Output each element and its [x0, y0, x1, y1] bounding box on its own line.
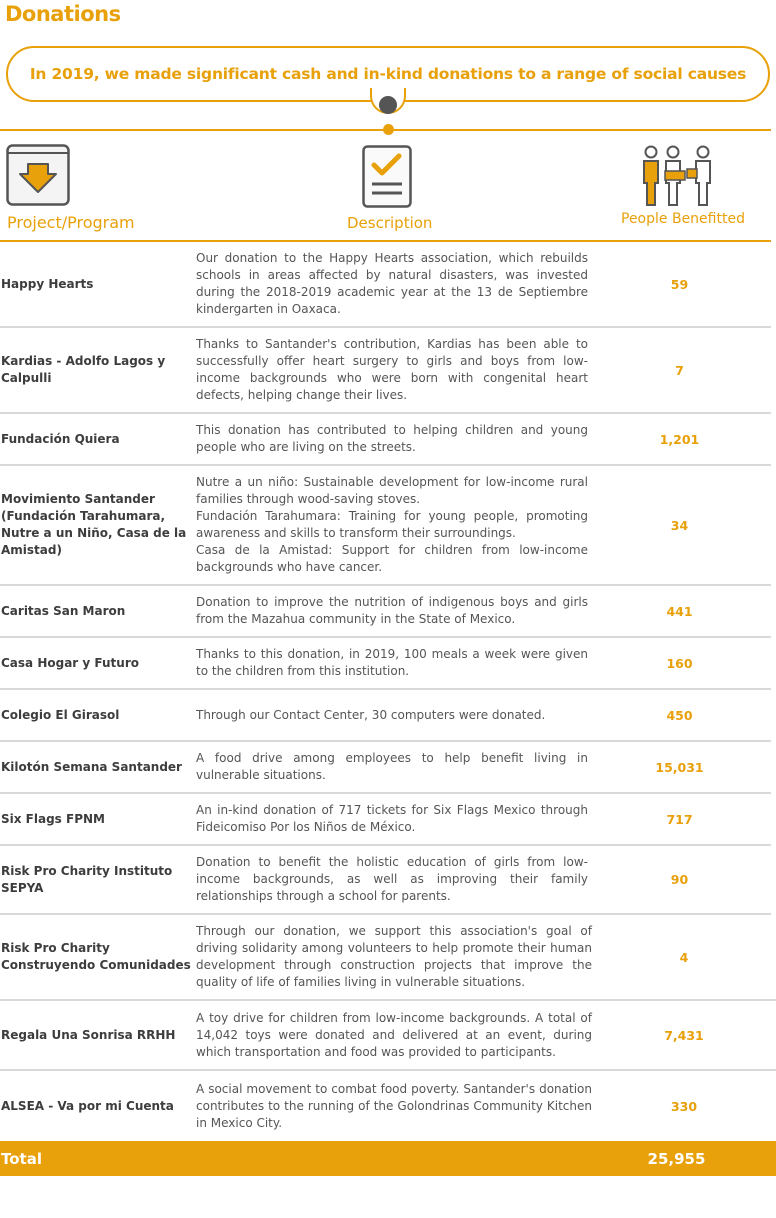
people-count: 4: [679, 949, 689, 965]
total-label: Total: [1, 1149, 42, 1168]
project-name: Colegio El Girasol: [1, 707, 120, 722]
table-row: [0, 638, 771, 690]
table-row: [0, 794, 771, 846]
project-description: Thanks to Santander's contribution, Kardias has been able to successfully offer heart surgery to girls and boys from low-income backgrounds who were born with congenital heart defects, helping change their lives.: [196, 337, 588, 402]
people-count: 717: [666, 811, 693, 827]
project-description: [196, 474, 588, 576]
table-row: [0, 242, 771, 328]
table-row: [0, 586, 771, 638]
people-count: 160: [666, 655, 693, 671]
project-description: A social movement to combat food poverty. Santander's donation contributes to the running of the Golondrinas Community Kitchen in Mexico City.: [196, 1081, 592, 1130]
people-count: 7: [675, 362, 684, 378]
table-row: [0, 1001, 776, 1071]
header-people: People Benefitted: [621, 211, 745, 227]
download-box-icon: [6, 144, 70, 206]
project-name: Kardias - Adolfo Lagos y Calpulli: [1, 354, 166, 385]
project-description: This donation has contributed to helping children and young people who are living on the streets.: [196, 423, 588, 454]
divider-dot: [383, 124, 394, 135]
description-line: Casa de la Amistad: Support for children from low-income backgrounds who have cancer.: [196, 543, 588, 574]
people-count: 15,031: [655, 759, 704, 775]
project-description: Through our Contact Center, 30 computers were donated.: [196, 707, 546, 722]
checklist-icon: [362, 145, 412, 208]
project-name: Regala Una Sonrisa RRHH: [1, 1027, 176, 1042]
people-count: 59: [670, 276, 689, 292]
project-name: Movimiento Santander (Fundación Tarahumara, Nutre a un Niño, Casa de la Amistad): [1, 492, 187, 557]
people-count: 441: [666, 603, 693, 619]
project-name: Risk Pro Charity Instituto SEPYA: [1, 863, 173, 895]
project-description: An in-kind donation of 717 tickets for Six Flags Mexico through Fideicomiso Por los Niños de México.: [196, 803, 588, 834]
people-count: 7,431: [664, 1027, 704, 1043]
total-row: [0, 1141, 776, 1176]
project-name: Caritas San Maron: [1, 603, 126, 618]
project-name: ALSEA - Va por mi Cuenta: [1, 1098, 174, 1113]
project-description: Thanks to this donation, in 2019, 100 meals a week were given to the children from this institution.: [196, 647, 588, 678]
project-description: A toy drive for children from low-income backgrounds. A total of 14,042 toys were donated and delivered at an event, during which transportation and food was provided to participants.: [196, 1010, 592, 1059]
banner-knob: [379, 96, 397, 114]
table-row: [0, 1071, 776, 1141]
people-count: 34: [670, 517, 689, 533]
project-name: Happy Hearts: [1, 276, 94, 291]
total-value: 25,955: [647, 1149, 706, 1168]
header-project: Project/Program: [7, 213, 135, 232]
project-description: Our donation to the Happy Hearts association, which rebuilds schools in areas affected by natural disasters, was invested during the 2018-2019 academic year at the 13 de Septiembre kindergarten in Oaxaca.: [196, 251, 588, 316]
project-name: Fundación Quiera: [1, 431, 120, 446]
description-line: Fundación Tarahumara: Training for young people, promoting awareness and skills to transform their surroundings.: [196, 509, 588, 540]
table-row: [0, 414, 771, 466]
project-name: Risk Pro Charity Construyendo Comunidades: [1, 941, 191, 972]
project-description: A food drive among employees to help benefit living in vulnerable situations.: [196, 751, 588, 782]
page-title: Donations: [5, 2, 121, 26]
people-count: 330: [670, 1098, 698, 1114]
table-row: [0, 742, 771, 794]
project-description: Donation to improve the nutrition of indigenous boys and girls from the Mazahua community in the State of Mexico.: [196, 595, 588, 626]
table-row: [0, 328, 771, 414]
table-row: [0, 846, 771, 915]
project-name: Kilotón Semana Santander: [1, 759, 182, 774]
description-line: Nutre a un niño: Sustainable development for low-income rural families through wood-saving stoves.: [196, 475, 588, 506]
people-group-icon: [641, 145, 717, 207]
people-count: 90: [670, 872, 689, 887]
project-description: Donation to benefit the holistic education of girls from low-income backgrounds, as well as improving their family relationships through a school for parents.: [196, 855, 588, 903]
table-row: [0, 466, 771, 586]
table-row: [0, 690, 771, 742]
donations-table: [0, 242, 771, 1141]
project-name: Casa Hogar y Futuro: [1, 655, 139, 670]
people-count: 450: [666, 707, 693, 723]
project-description: Through our donation, we support this association's goal of driving solidarity among volunteers to help promote their human development through construction projects that improve the quality of life of families living in vulnerable situations.: [196, 924, 592, 989]
banner-text: In 2019, we made significant cash and in-kind donations to a range of social causes: [29, 65, 747, 83]
people-count: 1,201: [659, 431, 700, 447]
project-name: Six Flags FPNM: [1, 811, 105, 826]
table-row: [0, 915, 776, 1001]
header-description: Description: [347, 214, 433, 232]
